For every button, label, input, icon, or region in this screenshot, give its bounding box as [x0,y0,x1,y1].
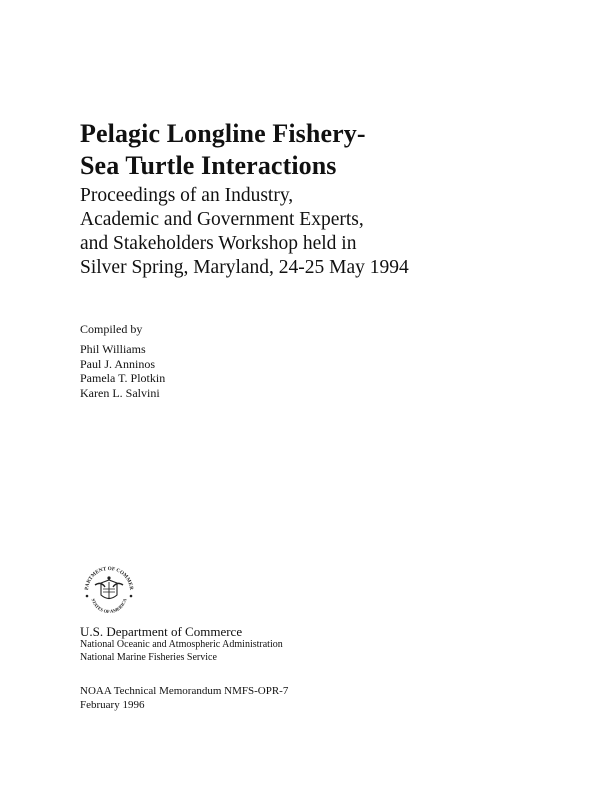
administration-name: National Oceanic and Atmospheric Administration [80,639,283,650]
document-title [80,118,560,182]
agency-info [80,624,480,664]
svg-text:DEPARTMENT OF COMMERCE [79,561,134,591]
svg-text:STATES OF AMERICA [90,597,127,614]
compilers-section [80,322,380,400]
service-name: National Marine Fisheries Service [80,651,217,663]
subtitle-line-2: Academic and Government Experts, [80,209,364,230]
seal-top-text: PARTMENT OF COMMER [83,565,135,591]
title-line-2: Sea Turtle Interactions [80,151,337,180]
author-name: Pamela T. Plotkin [80,371,166,385]
author-name: Phil Williams [80,342,146,356]
subtitle-line-3: and Stakeholders Workshop held in [80,233,357,254]
author-name: Paul J. Anninos [80,356,156,371]
author-name: Karen L. Salvini [80,385,160,400]
department-name: U.S. Department of Commerce [80,624,243,639]
document-subtitle [80,184,560,280]
title-line-1: Pelagic Longline Fishery- [80,119,366,148]
subtitle-line-1: Proceedings of an Industry, [80,185,294,206]
compiled-by-label: Compiled by [80,322,143,336]
seal-bottom-text: STATES OF AMERICA [90,597,128,615]
department-of-commerce-seal-icon [79,561,139,621]
memorandum-series: NOAA Technical Memorandum NMFS-OPR-7 [80,685,289,697]
publication-date: February 1996 [80,699,145,711]
subtitle-line-4: Silver Spring, Maryland, 24-25 May 1994 [80,257,409,278]
memorandum-info [80,684,480,712]
